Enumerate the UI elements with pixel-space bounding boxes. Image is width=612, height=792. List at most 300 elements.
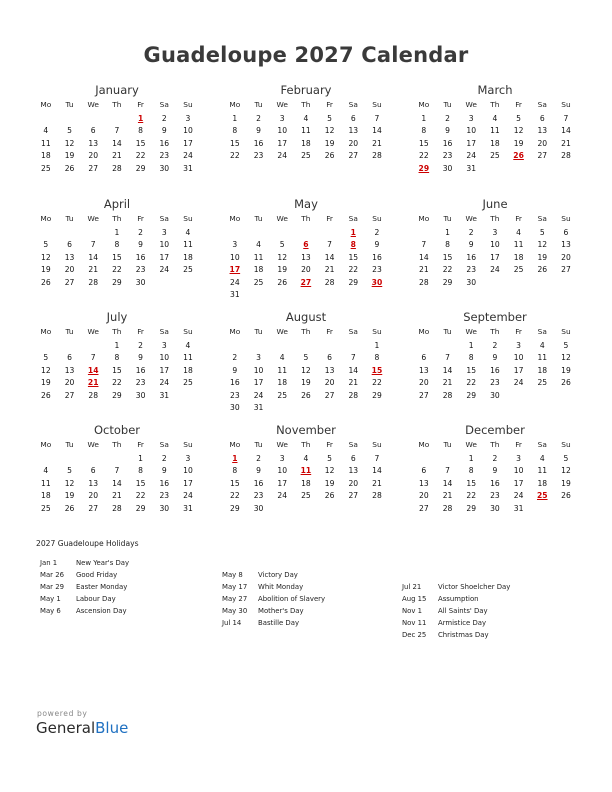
day-cell: 19 xyxy=(537,252,548,262)
day-cell: 20 xyxy=(537,138,548,148)
day-cell: 12 xyxy=(537,240,548,250)
day-cell: 4 xyxy=(256,240,261,250)
day-cell: 22 xyxy=(135,491,146,501)
holiday-name: Abolition of Slavery xyxy=(258,594,326,603)
holiday-day-cell: 29 xyxy=(418,163,430,173)
day-cell: 22 xyxy=(230,491,240,501)
day-cell: 18 xyxy=(41,151,51,161)
week-row xyxy=(34,352,200,364)
day-cell: 4 xyxy=(185,228,191,237)
day-cell: 27 xyxy=(88,503,99,513)
day-cell: 1 xyxy=(468,341,474,350)
empty-day-cell xyxy=(530,390,554,402)
month-name: March xyxy=(477,83,513,97)
day-cell: 26 xyxy=(324,491,335,501)
day-cell: 11 xyxy=(513,240,524,250)
week-row xyxy=(412,453,578,465)
day-cell: 27 xyxy=(64,277,75,287)
empty-day-cell xyxy=(341,289,365,301)
empty-day-cell xyxy=(270,227,294,239)
day-cell: 24 xyxy=(277,151,288,161)
day-cell: 20 xyxy=(88,151,99,161)
day-cell: 14 xyxy=(112,138,122,148)
weekday-header: Sa xyxy=(159,100,169,109)
weekday-header: Su xyxy=(183,440,193,449)
day-cell: 21 xyxy=(372,478,382,488)
empty-day-cell xyxy=(483,277,507,289)
day-cell: 18 xyxy=(277,378,288,388)
day-cell: 7 xyxy=(445,353,450,363)
empty-day-cell xyxy=(270,503,294,515)
day-cell: 5 xyxy=(43,240,49,250)
day-cell: 12 xyxy=(64,478,75,488)
day-cell: 16 xyxy=(253,478,264,488)
day-cell: 3 xyxy=(279,454,285,463)
month-april xyxy=(34,196,200,289)
week-row xyxy=(412,138,578,150)
brand-logo[interactable] xyxy=(36,719,128,737)
day-cell: 26 xyxy=(561,491,571,501)
empty-day-cell xyxy=(554,390,578,402)
day-cell: 8 xyxy=(114,353,120,363)
day-cell: 25 xyxy=(253,277,264,287)
holiday-day-cell: 14 xyxy=(87,365,99,375)
holiday-day-cell: 27 xyxy=(300,277,312,287)
day-cell: 25 xyxy=(41,163,51,173)
day-cell: 20 xyxy=(64,265,75,275)
day-cell: 27 xyxy=(348,151,359,161)
day-cell: 6 xyxy=(421,353,427,363)
day-cell: 29 xyxy=(135,503,146,513)
day-cell: 6 xyxy=(90,126,96,136)
week-row xyxy=(412,227,578,239)
day-cell: 28 xyxy=(324,277,335,287)
day-cell: 14 xyxy=(372,466,382,476)
day-cell: 25 xyxy=(183,265,193,275)
day-cell: 20 xyxy=(348,138,359,148)
weekday-header-row xyxy=(34,325,200,339)
empty-day-cell xyxy=(81,453,105,465)
day-cell: 19 xyxy=(64,491,75,501)
holiday-name: Christmas Day xyxy=(438,630,489,639)
holiday-date: May 6 xyxy=(40,606,61,615)
day-cell: 23 xyxy=(230,390,240,400)
holiday-date: May 27 xyxy=(222,594,248,603)
day-cell: 23 xyxy=(159,151,170,161)
weekday-header: We xyxy=(465,327,477,336)
day-cell: 11 xyxy=(183,353,193,363)
day-cell: 2 xyxy=(232,353,238,363)
day-cell: 4 xyxy=(492,114,498,123)
day-cell: 26 xyxy=(64,503,75,513)
day-cell: 26 xyxy=(537,265,548,275)
day-cell: 19 xyxy=(277,265,288,275)
holiday-date: Mar 26 xyxy=(40,570,64,579)
day-cell: 3 xyxy=(232,240,238,250)
empty-day-cell xyxy=(412,453,436,465)
empty-day-cell xyxy=(34,113,58,125)
weekday-header: Sa xyxy=(537,100,547,109)
weekday-header: Su xyxy=(183,100,193,109)
day-cell: 16 xyxy=(159,138,170,148)
day-cell: 1 xyxy=(445,228,450,237)
empty-day-cell xyxy=(530,503,554,515)
day-cell: 14 xyxy=(442,478,453,488)
day-cell: 20 xyxy=(301,265,311,275)
day-cell: 26 xyxy=(277,277,288,287)
week-row xyxy=(412,340,578,352)
day-cell: 30 xyxy=(159,163,170,173)
week-row xyxy=(412,503,578,515)
day-cell: 5 xyxy=(563,454,569,463)
day-cell: 7 xyxy=(90,353,96,363)
weekday-header: Fr xyxy=(137,214,144,223)
weekday-header: Sa xyxy=(537,214,547,223)
weekday-header: We xyxy=(87,440,99,449)
day-cell: 18 xyxy=(41,491,51,501)
empty-day-cell xyxy=(318,340,342,352)
weekday-header: Fr xyxy=(137,440,144,449)
weekday-header: Th xyxy=(490,214,500,223)
day-cell: 16 xyxy=(135,365,146,375)
holiday-item xyxy=(402,582,510,594)
week-row xyxy=(412,390,578,402)
day-cell: 21 xyxy=(372,138,382,148)
day-cell: 1 xyxy=(421,114,427,123)
holiday-name: Victor Shoelcher Day xyxy=(438,583,511,591)
week-row xyxy=(223,239,389,251)
holiday-name: All Saints' Day xyxy=(438,606,488,615)
day-cell: 15 xyxy=(442,252,453,262)
holiday-day-cell: 26 xyxy=(513,151,524,161)
day-cell: 23 xyxy=(490,491,500,501)
month-december xyxy=(412,422,578,515)
day-cell: 11 xyxy=(490,126,500,136)
weekday-header: We xyxy=(87,214,99,223)
day-cell: 17 xyxy=(159,365,170,375)
empty-day-cell xyxy=(105,113,129,125)
day-cell: 28 xyxy=(88,277,99,287)
day-cell: 18 xyxy=(253,265,264,275)
empty-day-cell xyxy=(294,340,318,352)
day-cell: 15 xyxy=(112,252,122,262)
day-cell: 1 xyxy=(114,228,120,237)
month-name: September xyxy=(463,310,527,324)
day-cell: 17 xyxy=(277,478,288,488)
empty-day-cell xyxy=(176,277,200,289)
month-name: October xyxy=(93,423,141,437)
day-cell: 10 xyxy=(277,466,288,476)
day-cell: 18 xyxy=(301,478,311,488)
weekday-header: We xyxy=(276,100,288,109)
weekday-header: Su xyxy=(372,214,382,223)
day-cell: 14 xyxy=(419,252,429,262)
weekday-header: Mo xyxy=(229,100,241,109)
empty-day-cell xyxy=(58,227,82,239)
month-july xyxy=(34,309,200,402)
day-cell: 29 xyxy=(135,163,146,173)
day-cell: 27 xyxy=(419,390,429,400)
day-cell: 22 xyxy=(112,265,122,275)
day-cell: 13 xyxy=(537,126,548,136)
weekday-header-row xyxy=(34,212,200,226)
day-cell: 4 xyxy=(303,454,309,463)
holiday-date: Aug 15 xyxy=(402,594,427,603)
empty-day-cell xyxy=(294,402,318,414)
weekday-header: Mo xyxy=(40,440,52,449)
day-cell: 31 xyxy=(183,163,193,173)
day-cell: 6 xyxy=(67,353,72,363)
empty-day-cell xyxy=(507,163,531,175)
day-cell: 17 xyxy=(183,478,193,488)
day-cell: 19 xyxy=(513,138,524,148)
day-cell: 24 xyxy=(490,265,500,275)
weekday-header-row xyxy=(223,325,389,339)
day-cell: 10 xyxy=(513,353,524,363)
month-name: August xyxy=(285,310,327,324)
weekday-header: Su xyxy=(561,327,571,336)
day-cell: 3 xyxy=(161,341,167,350)
holiday-name: Bastille Day xyxy=(258,618,300,627)
holiday-item xyxy=(402,594,510,606)
weekday-header: Mo xyxy=(418,100,430,109)
day-cell: 27 xyxy=(348,491,359,501)
empty-day-cell xyxy=(247,289,271,301)
week-row xyxy=(412,163,578,175)
weekday-header: Tu xyxy=(65,214,74,223)
day-cell: 14 xyxy=(348,365,359,375)
week-row xyxy=(223,264,389,276)
day-cell: 24 xyxy=(253,390,264,400)
week-row xyxy=(412,264,578,276)
day-cell: 17 xyxy=(277,138,288,148)
day-cell: 27 xyxy=(64,390,75,400)
day-cell: 9 xyxy=(256,466,261,476)
holiday-day-cell: 11 xyxy=(300,466,312,476)
day-cell: 28 xyxy=(419,277,429,287)
weekday-header: Su xyxy=(561,100,571,109)
holiday-item xyxy=(40,606,129,618)
day-cell: 31 xyxy=(230,289,240,299)
month-name: December xyxy=(465,423,525,437)
day-cell: 30 xyxy=(135,277,146,287)
week-row xyxy=(34,227,200,239)
week-row xyxy=(34,453,200,465)
weekday-header: Su xyxy=(561,214,571,223)
empty-day-cell xyxy=(530,277,554,289)
week-row xyxy=(34,478,200,490)
day-cell: 18 xyxy=(513,252,524,262)
day-cell: 16 xyxy=(159,478,170,488)
day-cell: 22 xyxy=(442,265,453,275)
day-cell: 29 xyxy=(112,277,122,287)
day-cell: 17 xyxy=(253,378,264,388)
day-cell: 13 xyxy=(64,365,75,375)
holiday-name: Mother's Day xyxy=(258,606,304,615)
day-cell: 29 xyxy=(230,503,240,513)
week-row xyxy=(223,377,389,389)
weekday-header: Mo xyxy=(418,440,430,449)
empty-day-cell xyxy=(507,277,531,289)
day-cell: 15 xyxy=(230,138,240,148)
holiday-item xyxy=(402,618,510,630)
week-row xyxy=(34,490,200,502)
holiday-date: May 17 xyxy=(222,582,248,591)
day-cell: 2 xyxy=(374,228,380,237)
day-cell: 20 xyxy=(348,478,359,488)
empty-day-cell xyxy=(483,163,507,175)
month-name: April xyxy=(103,197,131,211)
week-row xyxy=(412,125,578,137)
weekday-header: Fr xyxy=(137,100,144,109)
empty-day-cell xyxy=(365,289,389,301)
day-cell: 28 xyxy=(561,151,571,161)
weekday-header-row xyxy=(223,98,389,112)
weekday-header: Sa xyxy=(537,327,547,336)
day-cell: 3 xyxy=(185,114,191,123)
empty-day-cell xyxy=(34,227,58,239)
powered-by-text: powered by xyxy=(37,709,88,718)
day-cell: 27 xyxy=(88,163,99,173)
holiday-date: Jan 1 xyxy=(40,559,58,567)
week-row xyxy=(412,252,578,264)
day-cell: 23 xyxy=(253,491,264,501)
day-cell: 1 xyxy=(114,341,120,350)
day-cell: 1 xyxy=(138,454,144,463)
empty-day-cell xyxy=(223,340,247,352)
day-cell: 25 xyxy=(301,151,311,161)
holiday-date: Nov 11 xyxy=(402,618,427,627)
week-row xyxy=(34,365,200,377)
week-row xyxy=(223,227,389,239)
day-cell: 22 xyxy=(419,151,429,161)
day-cell: 21 xyxy=(561,138,571,148)
day-cell: 10 xyxy=(253,365,264,375)
day-cell: 20 xyxy=(88,491,99,501)
month-name: June xyxy=(482,197,508,211)
weekday-header: Sa xyxy=(348,214,358,223)
day-cell: 20 xyxy=(419,378,429,388)
day-cell: 23 xyxy=(490,378,500,388)
day-cell: 11 xyxy=(183,240,193,250)
week-row xyxy=(412,239,578,251)
holiday-name: New Year's Day xyxy=(76,559,130,567)
weekday-header: Mo xyxy=(229,327,241,336)
day-cell: 24 xyxy=(513,491,524,501)
day-cell: 7 xyxy=(114,126,120,136)
day-cell: 9 xyxy=(138,353,144,363)
week-row xyxy=(34,239,200,251)
weekday-header: Su xyxy=(372,327,382,336)
day-cell: 12 xyxy=(41,365,51,375)
day-cell: 19 xyxy=(324,478,335,488)
day-cell: 24 xyxy=(159,265,170,275)
day-cell: 9 xyxy=(374,240,380,250)
holidays-title: 2027 Guadeloupe Holidays xyxy=(36,539,139,548)
month-october xyxy=(34,422,200,515)
day-cell: 23 xyxy=(442,151,453,161)
holiday-day-cell: 8 xyxy=(350,240,356,250)
day-cell: 18 xyxy=(537,478,548,488)
empty-day-cell xyxy=(318,227,342,239)
day-cell: 21 xyxy=(419,265,429,275)
weekday-header: We xyxy=(276,440,288,449)
day-cell: 29 xyxy=(112,390,122,400)
day-cell: 12 xyxy=(561,466,571,476)
weekday-header-row xyxy=(223,438,389,452)
day-cell: 27 xyxy=(537,151,548,161)
empty-day-cell xyxy=(554,163,578,175)
day-cell: 28 xyxy=(112,503,122,513)
day-cell: 5 xyxy=(539,228,545,237)
empty-day-cell xyxy=(365,402,389,414)
day-cell: 17 xyxy=(513,478,524,488)
day-cell: 6 xyxy=(421,466,427,476)
day-cell: 2 xyxy=(256,454,261,463)
weekday-header: Sa xyxy=(159,327,169,336)
day-cell: 23 xyxy=(135,265,146,275)
day-cell: 8 xyxy=(114,240,120,250)
week-row xyxy=(412,465,578,477)
week-row xyxy=(223,402,389,414)
holiday-name: Victory Day xyxy=(258,571,298,579)
weekday-header: Tu xyxy=(254,327,263,336)
empty-day-cell xyxy=(294,227,318,239)
holiday-date: May 8 xyxy=(222,571,243,579)
month-name: July xyxy=(106,310,128,324)
week-row xyxy=(223,252,389,264)
day-cell: 30 xyxy=(442,163,453,173)
weekday-header: Su xyxy=(561,440,571,449)
week-row xyxy=(34,390,200,402)
day-cell: 22 xyxy=(135,151,146,161)
weekday-header: Fr xyxy=(326,440,333,449)
day-cell: 13 xyxy=(301,252,311,262)
day-cell: 30 xyxy=(159,503,170,513)
day-cell: 22 xyxy=(466,378,477,388)
month-name: May xyxy=(294,197,318,211)
day-cell: 3 xyxy=(256,353,261,363)
holiday-day-cell: 15 xyxy=(371,365,383,375)
day-cell: 18 xyxy=(183,365,193,375)
day-cell: 30 xyxy=(253,503,264,513)
day-cell: 19 xyxy=(41,265,51,275)
day-cell: 20 xyxy=(324,378,335,388)
week-row xyxy=(412,277,578,289)
day-cell: 21 xyxy=(88,265,99,275)
day-cell: 17 xyxy=(513,365,524,375)
day-cell: 15 xyxy=(419,138,429,148)
day-cell: 10 xyxy=(159,353,170,363)
holiday-item xyxy=(222,582,325,594)
holiday-item xyxy=(222,606,325,618)
holiday-date: May 30 xyxy=(222,606,248,615)
holiday-name: Easter Monday xyxy=(76,582,128,591)
day-cell: 15 xyxy=(112,365,122,375)
day-cell: 4 xyxy=(539,454,545,463)
day-cell: 24 xyxy=(277,491,288,501)
weekday-header-row xyxy=(412,98,578,112)
day-cell: 23 xyxy=(159,491,170,501)
empty-day-cell xyxy=(318,289,342,301)
day-cell: 31 xyxy=(159,390,170,400)
month-name: February xyxy=(280,83,332,97)
day-cell: 26 xyxy=(324,151,335,161)
day-cell: 25 xyxy=(277,390,288,400)
week-row xyxy=(34,277,200,289)
day-cell: 7 xyxy=(374,454,380,463)
week-row xyxy=(223,277,389,289)
